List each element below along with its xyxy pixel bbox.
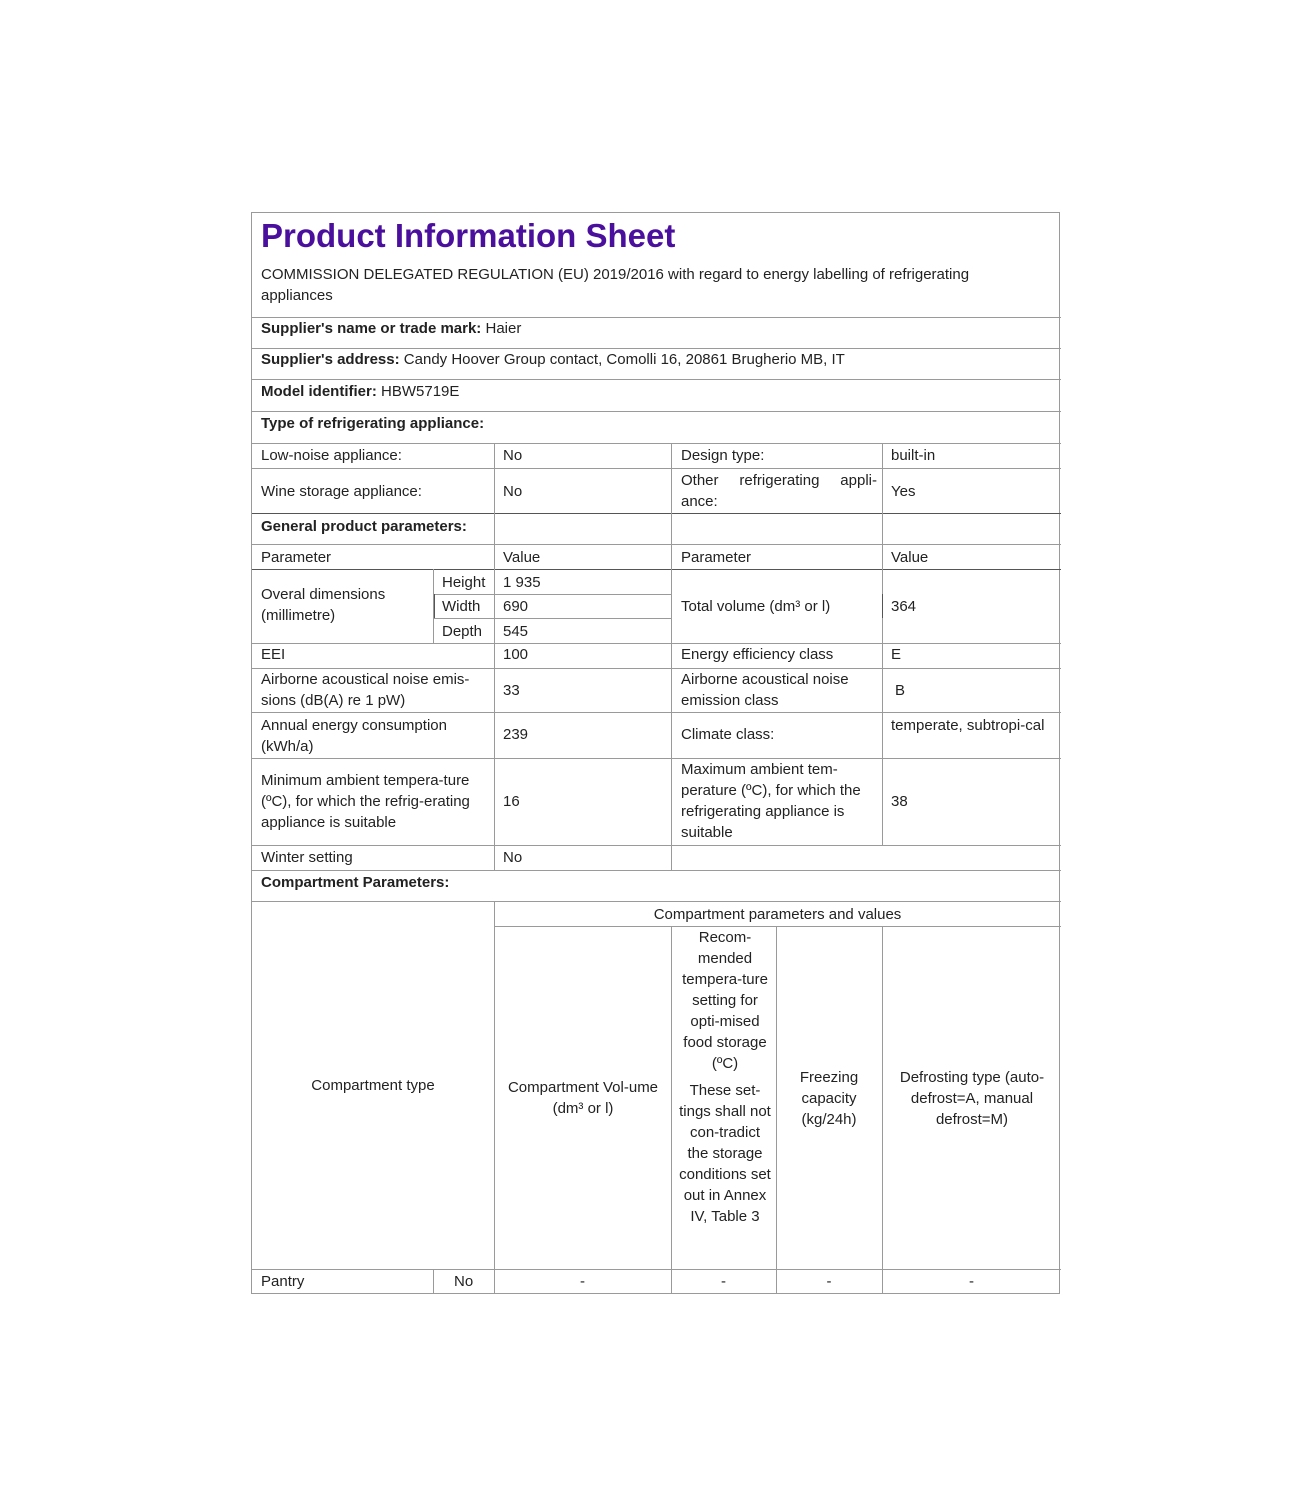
supplier-label: Supplier's name or trade mark: [261,320,482,337]
max-ambient-temp-label: Maximum ambient tem-perature (ºC), for which the refrigerating appliance is suitable [681,761,861,841]
address-value: Candy Hoover Group contact, Comolli 16, 20861 Brugherio MB, IT [403,351,845,368]
recommended-temp-value: - [721,1273,726,1290]
noise-class-label: Airborne acoustical noise emission class [681,671,849,709]
wine-storage-value: No [503,483,523,500]
col-value-left: Value [503,549,541,566]
eei-value: 100 [503,646,529,663]
annual-energy-label: Annual energy consumption (kWh/a) [261,717,447,755]
noise-class-value: B [895,682,906,699]
noise-value: 33 [503,682,520,699]
address-row [261,349,845,370]
depth-label: Depth [442,623,483,640]
type-heading: Type of refrigerating appliance: [261,415,485,432]
energy-class-value: E [891,646,902,663]
noise-label: Airborne acoustical noise emis-sions (dB(A) re 1 pW) [261,671,470,709]
low-noise-label: Low-noise appliance: [261,447,402,464]
depth-value: 545 [503,623,529,640]
width-value: 690 [503,598,529,615]
min-ambient-temp-value: 16 [503,793,520,810]
defrosting-type-header: Defrosting type (auto-defrost=A, manual defrost=M) [899,1069,1045,1128]
winter-setting-value: No [503,849,523,866]
col-parameter-right: Parameter [681,549,752,566]
recommended-temp-note: These set-tings shall not con-tradict the storage conditions set out in Annex IV, Table 3 [679,1082,771,1225]
dimensions-label: Overal dimensions (millimetre) [261,586,386,624]
min-ambient-temp-label: Minimum ambient tempera-ture (ºC), for which the refrig-erating appliance is suitable [261,772,470,831]
sheet-title: Product Information Sheet [261,217,676,254]
model-value: HBW5719E [381,383,460,400]
height-value: 1 935 [503,574,541,591]
total-volume-label: Total volume (dm³ or l) [681,598,831,615]
total-volume-value: 364 [891,598,917,615]
eei-label: EEI [261,646,286,663]
general-heading: General product parameters: [261,518,467,535]
supplier-value: Haier [485,320,522,337]
freezing-capacity-value: - [826,1273,832,1290]
address-label: Supplier's address: [261,351,400,368]
annual-energy-value: 239 [503,726,529,743]
compartment-type-header: Compartment type [311,1077,435,1094]
low-noise-value: No [503,447,523,464]
other-appliance-label: Other refrigerating appli-ance: [681,472,877,510]
regulation-text: COMMISSION DELEGATED REGULATION (EU) 2019/2016 with regard to energy labelling of refrigerating appliances [261,266,970,304]
model-row [261,381,459,402]
table-row [252,1270,1061,1294]
compartment-present-value: No [454,1273,474,1290]
defrosting-type-value: - [969,1273,974,1290]
compartment-heading: Compartment Parameters: [261,874,450,891]
compartment-volume-value: - [580,1273,585,1290]
wine-storage-label: Wine storage appliance: [261,483,422,500]
product-information-sheet [251,212,1060,1294]
energy-class-label: Energy efficiency class [681,646,834,663]
compartment-group-header: Compartment parameters and values [653,906,902,923]
design-type-label: Design type: [681,447,765,464]
supplier-row [261,318,521,339]
other-appliance-value: Yes [891,483,916,500]
compartment-type-value: Pantry [261,1273,305,1290]
col-value-right: Value [891,549,929,566]
width-label: Width [442,598,481,615]
model-label: Model identifier: [261,383,377,400]
height-label: Height [442,574,486,591]
design-type-value: built-in [891,447,936,464]
freezing-capacity-header: Freezing capacity (kg/24h) [799,1069,859,1128]
climate-class-label: Climate class: [681,726,775,743]
recommended-temp-header: Recom-mended tempera-ture setting for opti-mised food storage (ºC) [682,929,768,1072]
compartment-volume-header: Compartment Vol-ume (dm³ or l) [507,1079,659,1117]
winter-setting-label: Winter setting [261,849,353,866]
col-parameter-left: Parameter [261,549,332,566]
climate-class-value: temperate, subtropi-cal [891,717,1045,734]
max-ambient-temp-value: 38 [891,793,908,810]
